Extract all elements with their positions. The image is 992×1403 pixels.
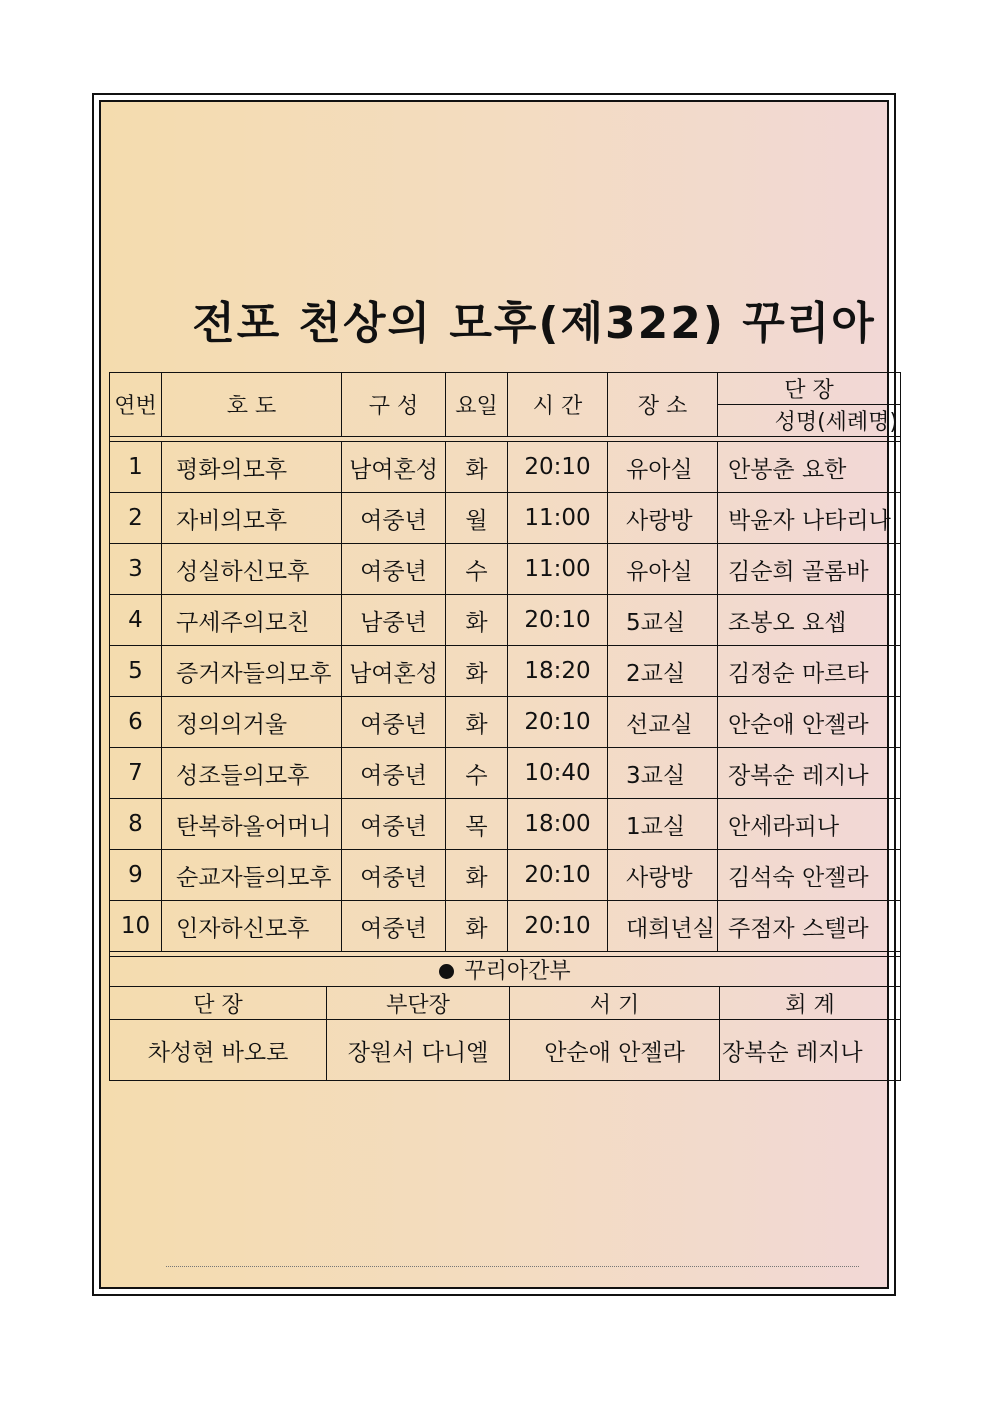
cell-no: 4 [110, 595, 162, 646]
cell-no: 3 [110, 544, 162, 595]
table-row [110, 646, 901, 697]
cell-leader: 박윤자 나타리나 [718, 493, 901, 544]
cell-no: 2 [110, 493, 162, 544]
cell-day: 수 [446, 748, 508, 799]
staff-leader: 차성현 바오로 [110, 1020, 327, 1081]
cell-day: 화 [446, 697, 508, 748]
cell-day: 화 [446, 442, 508, 493]
cell-place: 사랑방 [608, 850, 718, 901]
cell-composition: 남중년 [342, 595, 446, 646]
cell-day: 화 [446, 901, 508, 952]
cell-name: 증거자들의모후 [162, 646, 342, 697]
staff-header-treasurer: 회 계 [720, 987, 901, 1020]
bottom-dotted-line [166, 1266, 859, 1267]
cell-name: 구세주의모친 [162, 595, 342, 646]
staff-header-row [110, 987, 901, 1020]
cell-no: 6 [110, 697, 162, 748]
cell-place: 1교실 [608, 799, 718, 850]
cell-composition: 남여혼성 [342, 646, 446, 697]
cell-no: 7 [110, 748, 162, 799]
cell-time: 18:00 [508, 799, 608, 850]
cell-leader: 김석숙 안젤라 [718, 850, 901, 901]
staff-vice: 장원서 다니엘 [327, 1020, 510, 1081]
cell-day: 월 [446, 493, 508, 544]
cell-place: 3교실 [608, 748, 718, 799]
cell-day: 수 [446, 544, 508, 595]
page-frame-outer [92, 93, 896, 1296]
cell-name: 순교자들의모후 [162, 850, 342, 901]
cell-day: 목 [446, 799, 508, 850]
table-row [110, 748, 901, 799]
header-place: 장 소 [608, 373, 718, 437]
table-row [110, 544, 901, 595]
cell-day: 화 [446, 595, 508, 646]
cell-time: 10:40 [508, 748, 608, 799]
cell-name: 탄복하올어머니 [162, 799, 342, 850]
cell-day: 화 [446, 850, 508, 901]
table-row [110, 442, 901, 493]
cell-leader: 김정순 마르타 [718, 646, 901, 697]
staff-treasurer: 장복순 레지나 [720, 1020, 901, 1081]
staff-values-row [110, 1020, 901, 1081]
page-title: 전포 천상의 모후(제322) 꾸리아 [192, 298, 876, 349]
header-composition: 구 성 [342, 373, 446, 437]
cell-time: 20:10 [508, 697, 608, 748]
cell-place: 5교실 [608, 595, 718, 646]
header-day: 요일 [446, 373, 508, 437]
cell-composition: 남여혼성 [342, 442, 446, 493]
table-row [110, 697, 901, 748]
table-row [110, 799, 901, 850]
table-row [110, 850, 901, 901]
cell-day: 화 [446, 646, 508, 697]
cell-no: 8 [110, 799, 162, 850]
staff-section-title: 꾸리아간부 [464, 958, 571, 984]
table-row [110, 493, 901, 544]
cell-leader: 조봉오 요셉 [718, 595, 901, 646]
bullet-dot-icon [439, 964, 454, 979]
cell-leader: 안봉춘 요한 [718, 442, 901, 493]
cell-no: 1 [110, 442, 162, 493]
cell-composition: 여중년 [342, 748, 446, 799]
cell-name: 자비의모후 [162, 493, 342, 544]
cell-place: 대희년실 [608, 901, 718, 952]
staff-header-leader: 단 장 [110, 987, 327, 1020]
cell-composition: 여중년 [342, 850, 446, 901]
table-header-row [110, 373, 901, 405]
header-leader: 단 장 [718, 373, 901, 405]
cell-leader: 안순애 안젤라 [718, 697, 901, 748]
cell-time: 11:00 [508, 493, 608, 544]
header-time: 시 간 [508, 373, 608, 437]
cell-place: 유아실 [608, 544, 718, 595]
cell-time: 20:10 [508, 595, 608, 646]
cell-name: 성실하신모후 [162, 544, 342, 595]
cell-time: 20:10 [508, 850, 608, 901]
cell-time: 20:10 [508, 442, 608, 493]
cell-name: 평화의모후 [162, 442, 342, 493]
staff-header-secretary: 서 기 [510, 987, 720, 1020]
header-name: 호 도 [162, 373, 342, 437]
staff-table [109, 951, 901, 1081]
cell-composition: 여중년 [342, 493, 446, 544]
schedule-rows [110, 442, 901, 952]
table-row [110, 901, 901, 952]
cell-composition: 여중년 [342, 799, 446, 850]
cell-place: 유아실 [608, 442, 718, 493]
staff-header-vice: 부단장 [327, 987, 510, 1020]
cell-name: 정의의거울 [162, 697, 342, 748]
header-leader-sub: 성명(세례명) [718, 405, 901, 437]
cell-place: 2교실 [608, 646, 718, 697]
cell-no: 9 [110, 850, 162, 901]
cell-place: 선교실 [608, 697, 718, 748]
cell-time: 18:20 [508, 646, 608, 697]
cell-place: 사랑방 [608, 493, 718, 544]
cell-composition: 여중년 [342, 544, 446, 595]
cell-leader: 주점자 스텔라 [718, 901, 901, 952]
cell-leader: 안세라피나 [718, 799, 901, 850]
schedule-table [109, 372, 901, 957]
staff-section-row [110, 952, 901, 987]
staff-secretary: 안순애 안젤라 [510, 1020, 720, 1081]
cell-time: 11:00 [508, 544, 608, 595]
cell-no: 5 [110, 646, 162, 697]
cell-name: 인자하신모후 [162, 901, 342, 952]
cell-no: 10 [110, 901, 162, 952]
page-frame-inner [99, 100, 898, 1289]
header-no: 연번 [110, 373, 162, 437]
cell-composition: 여중년 [342, 697, 446, 748]
cell-name: 성조들의모후 [162, 748, 342, 799]
cell-leader: 김순희 골롬바 [718, 544, 901, 595]
cell-time: 20:10 [508, 901, 608, 952]
cell-composition: 여중년 [342, 901, 446, 952]
cell-leader: 장복순 레지나 [718, 748, 901, 799]
table-row [110, 595, 901, 646]
